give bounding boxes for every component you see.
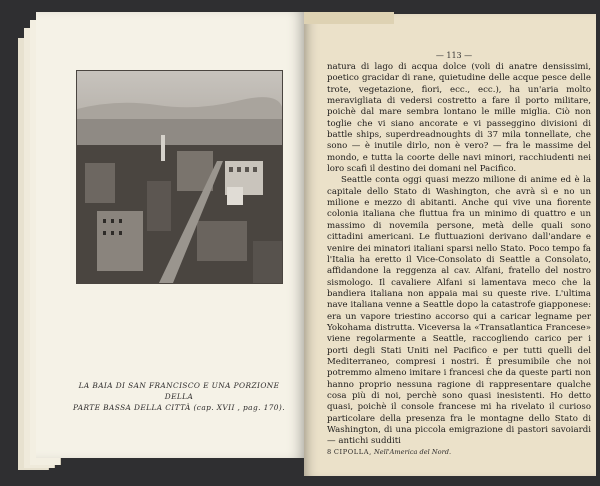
window — [111, 231, 114, 235]
window — [245, 167, 249, 172]
body-text — [327, 62, 591, 448]
caption-line: LA BAIA DI SAN FRANCISCO E UNA PORZIONE DELLA — [78, 381, 280, 401]
open-book — [8, 8, 598, 478]
window — [103, 231, 106, 235]
window — [111, 219, 114, 223]
footer-signature: 8 — [327, 448, 332, 456]
footer-title: Nell'America del Nord. — [373, 448, 452, 456]
window — [229, 167, 233, 172]
bay-water — [77, 119, 282, 145]
cityscape-illustration — [77, 71, 282, 283]
window — [253, 167, 257, 172]
paragraph: natura di lago di acqua dolce (voli di anatre densissimi, poetico gracidar di rane, quietudine delle acque pesce delle trote, vegetazione, fiori, ecc., ecc.), ha un'aria molto meravigliata di vedersi costretto a fare il porto militare, poichè dal mare sembra lontano le mille miglia. Ciò non toglie che vi siano ancorate e vi passeggino divisioni di battle ships, superdreadnoughts di 37 mila tonnellate, che sono — è inutile dirlo, non è vero? — fra le massime del mondo, e tutta la coorte delle navi minori, racchiudenti nei loro scafi il destino dei domani nel Pacifico. — [327, 62, 591, 175]
building — [253, 241, 282, 283]
page-footer — [327, 448, 527, 456]
caption-line: PARTE BASSA DELLA CITTÀ (cap. XVII , pag. 170). — [73, 403, 285, 412]
building — [85, 163, 115, 203]
page-number: — 113 — — [435, 51, 473, 60]
left-page — [36, 12, 304, 458]
photo-plate — [76, 70, 283, 284]
paragraph: Seattle conta oggi quasi mezzo milione di anime ed è la capitale dello Stato di Washington, che avrà sì e no un milione e mezzo di abitanti. Anche qui vive una fiorente colonia italiana che fluttua fra un minimo di quattro e un massimo di novemila persone, metà delle quali sono cittadini americani. Le fluttuazioni derivano dall'andare e venire dei minatori italiani sparsi nello Stato. Poco tempo fa l'Italia ha eretto il Vice-Consolato di Seattle a Consolato, affidandone la reggenza al cav. Alfani, fratello del nostro sismologo. Il cavaliere Alfani si lamentava meco che la bandiera italiana non appaia mai su queste rive. L'ultima nave italiana venne a Seattle dopo la catastrofe giapponese: era un vapore triestino accorso qui a caricar legname per Yokohama distrutta. Viceversa la «Transatlantica Francese» viene regolarmente a Seattle, raccogliendo carico per i porti degli Stati Uniti nel Pacifico e per tutti quelli del Mediterraneo, compresi i nostri. È presumibile che noi potremmo almeno imitare i francesi che da queste parti non hanno proprio nessuna ragione di rappresentare qualche cosa più di noi, perchè sono quasi inesistenti. Ho detto quasi, poichè il console francese mi ha rivelato il curioso particolare della presenza fra le montagne dello Stato di Washington, di una piccola emigrazione di pastori savoiardi — antichi sudditi — [327, 175, 591, 447]
tower — [161, 135, 165, 161]
sign — [227, 187, 243, 205]
window — [103, 219, 106, 223]
window — [119, 231, 122, 235]
building — [147, 181, 171, 231]
window — [119, 219, 122, 223]
right-page-content — [304, 8, 596, 478]
hills-shape — [77, 97, 282, 121]
building — [197, 221, 247, 261]
photo-caption — [72, 380, 286, 413]
window — [237, 167, 241, 172]
footer-author: CIPOLLA, — [333, 448, 372, 456]
